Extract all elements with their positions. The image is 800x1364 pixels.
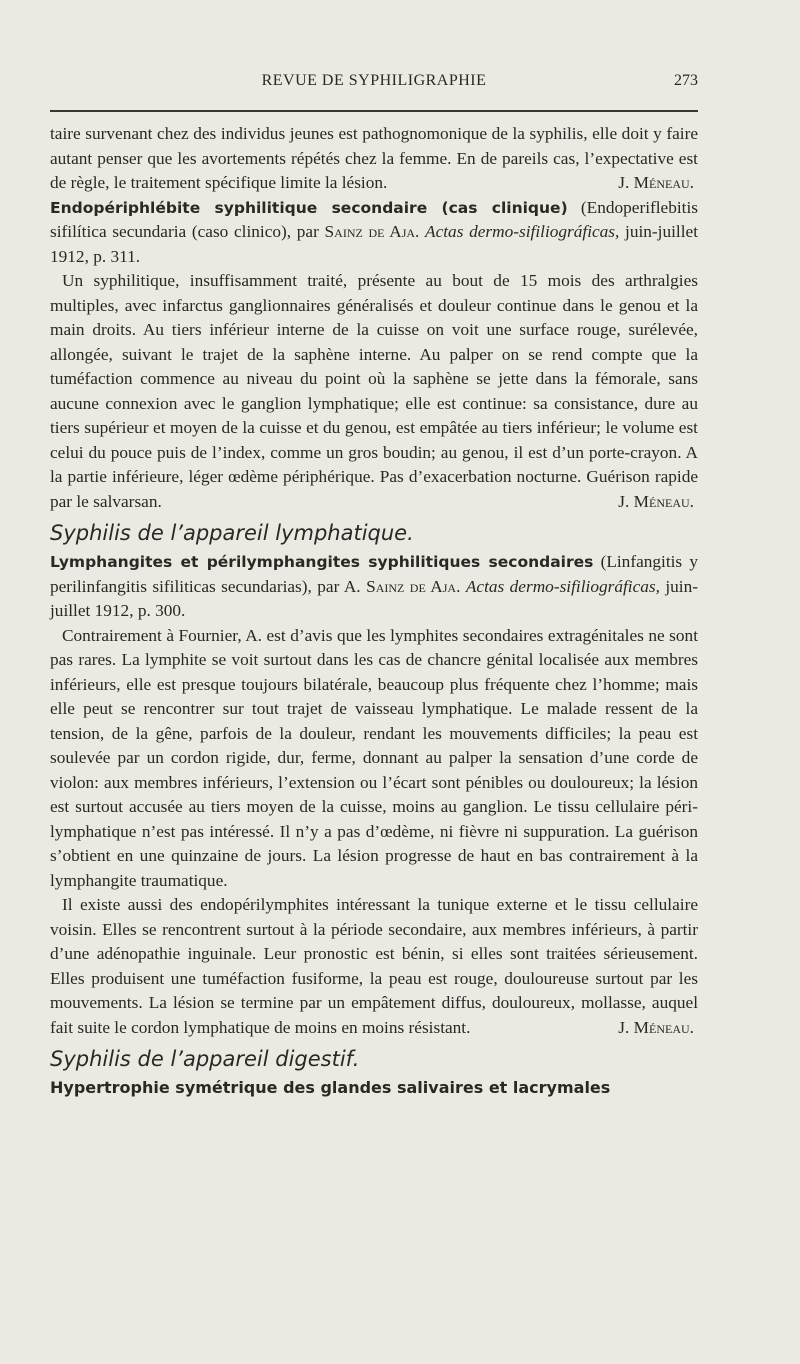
article-journal: Actas dermo-sifiliográficas, <box>425 222 620 241</box>
article-body <box>50 269 698 514</box>
article-reference: (Endoperiflebitis sifilítica secundaria (caso clinico), par <box>50 197 699 241</box>
article-author: Sainz de Aja <box>324 222 416 241</box>
article-title: Endopériphlébite syphilitique secondaire (cas clinique) <box>50 198 568 217</box>
article-heading <box>50 550 698 624</box>
page-number: 273 <box>674 72 698 89</box>
signature: J. Méneau. <box>618 1017 694 1037</box>
article-heading: Endopériphlébite syphilitique secondaire (cas clinique) (Endoperiflebitis sifilítica secundaria (caso clinico), par Sainz de Aja. Actas dermo-sifiliográficas, juin-juillet 1912, p. 311. <box>50 197 699 266</box>
article-body: Contrairement à Fournier, A. est d’avis que les lymphites secondaires extragénitales ne sont pas rares. La lymphite se voit surtout dans les cas de chancre génital localisée aux membres inférieurs, elle est presque toujours bilatérale, beaucoup plus fréquente chez l’homme; mais elle peut se rencontrer sur tout trajet de vaisseau lymphatique. Le malade ressent de la tension, de la gêne, parfois de la douleur, rendant les mouvements difficiles; la peau est soulevée par un cordon rigide, dur, ferme, donnant au palper la sensation d’une corde de violon: aux membres inférieurs, l’extension ou l’écart sont pénibles ou douloureux; la lésion est surtout accusée au tiers moyen de la cuisse, moins au ganglion. Le tissu cellulaire péri-lymphatique n’est pas intéressé. Il n’y a pas d’œdème, ni fièvre ni suppuration. La guérison s’obtient en une quinzaine de jours. La lésion progresse de haut en bas contrairement à la lymphangite traumatique. <box>50 625 698 890</box>
article-title: Lymphangites et périlymphangites syphilitiques secondaires <box>50 553 594 571</box>
article-date: juin-juillet 1912, p. 300. <box>50 576 698 620</box>
article-author: Sainz de Aja. <box>366 576 461 596</box>
paragraph-text: Un syphilitique, insuffisamment traité, présente au bout de 15 mois des arthralgies multiples, avec infarctus ganglionnaires généralisés et douleur continue dans le genou et la main droits. Au tiers inférieur interne de la cuisse on voit une surface rouge, surélevée, allongée, suivant le trajet de la saphène interne. Au palper on se rend compte que la tuméfaction commence au niveau du point où la saphène se jette dans la fémorale, sans aucune connexion avec le ganglion lymphatique; elle est continue: sa consistance, dure au tiers supérieur et moyen de la cuisse et du genou, est empâtée au tiers inférieur; le volume est celui du pouce puis de l’index, comme un gros boudin; au genou, il est d’un porte-crayon. A la partie inférieure, léger œdème périphérique. Pas d’exacerbation nocturne. Guérison rapide par le salvarsan. <box>50 271 698 511</box>
section-heading: Syphilis de l’appareil lymphatique. <box>50 521 414 545</box>
page-content <box>50 122 698 1100</box>
running-title: REVUE DE SYPHILIGRAPHIE <box>261 72 487 89</box>
paragraph-text: Il existe aussi des endopérilymphites intéressant la tunique externe et le tissu cellulaire voisin. Elles se rencontrent surtout à la période secondaire, aux membres inférieurs, à partir d’une adénopathie inguinale. Leur pronostic est bénin, si elles sont traitées sérieusement. Elles produisent une tuméfaction fusiforme, la peau est rouge, douloureuse surtout par les mouvements. La lésion se termine par un empâtement diffus, douloureux, mollasse, auquel fait suite le cordon lymphatique de moins en moins résistant. <box>50 895 698 1037</box>
signature: J. Méneau. <box>618 173 694 192</box>
article-journal: Actas dermo-sifiliográficas, <box>465 576 660 596</box>
continued-paragraph <box>50 122 698 196</box>
article-body <box>50 893 698 1040</box>
page-header <box>50 72 698 96</box>
paragraph-text: taire survenant chez des individus jeunes est pathognomonique de la syphilis, elle doit y faire autant penser que les avortements répétés chez la femme. En de pareils cas, l’expectative est de règle, le traitement spécifique limite la lésion. <box>50 124 698 192</box>
article-date: juin-juillet 1912, p. 311. <box>50 222 699 266</box>
section-heading: Syphilis de l’appareil digestif. <box>50 1047 360 1071</box>
signature: J. Méneau. <box>618 491 694 511</box>
header-rule <box>50 110 698 113</box>
article-reference: (Linfangitis y perilinfangitis sifiliticas secundarias), par A. <box>50 552 698 596</box>
article-title: Hypertrophie symétrique des glandes salivaires et lacrymales <box>50 1078 611 1097</box>
